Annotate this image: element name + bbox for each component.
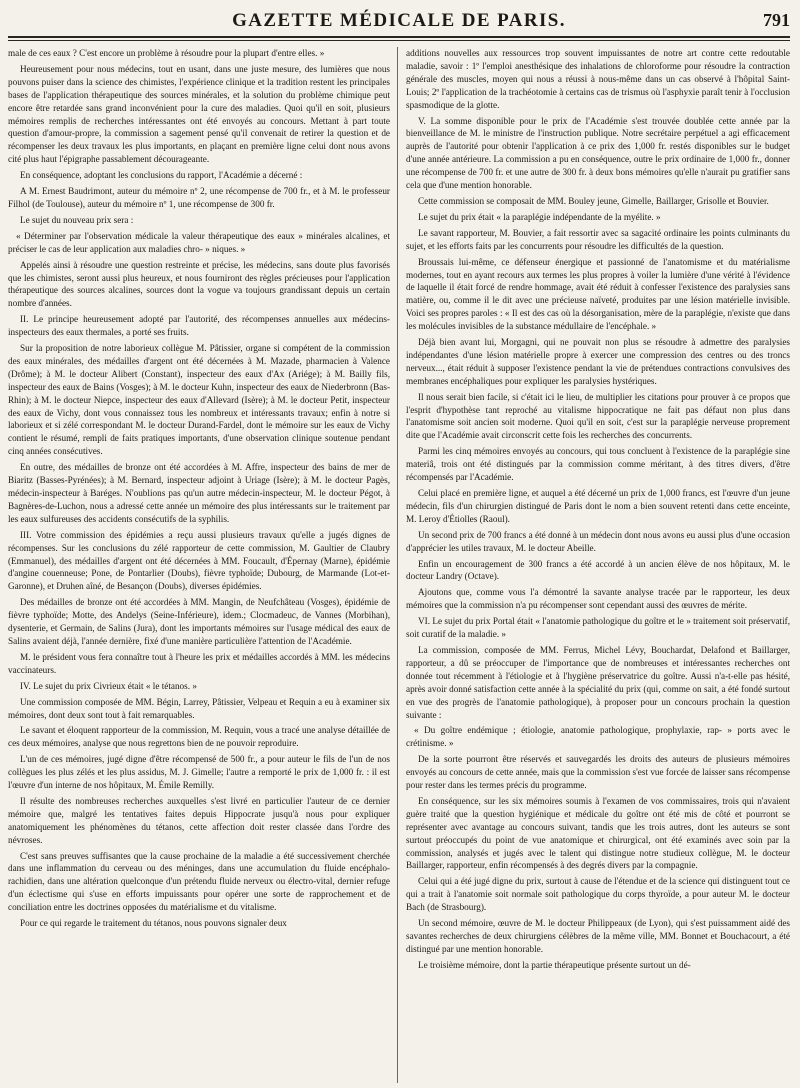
paragraph: Enfin un encouragement de 300 francs a été accordé à un ancien élève de nos hôpitaux, M. le docteur Landry (Octave).: [406, 558, 790, 582]
paragraph: L'un de ces mémoires, jugé digne d'être récompensé de 500 fr., a pour auteur le fils de l'un de nos collègues les plus zélés et les plus assidus, M. J. Gimelle; l'autre a remporté le prix de 1,000 fr. : il est l'œuvre d'un interne de nos hôpitaux, M. Émile Remilly.: [8, 754, 390, 791]
paragraph: Pour ce qui regarde le traitement du tétanos, nous pouvons signaler deux: [20, 918, 287, 929]
paragraph: Déjà bien avant lui, Morgagni, qui ne pouvait non plus se résoudre à admettre des paralysies indépendantes d'une lésion matérielle propre à exercer une compression des centres ou des troncs nerveux..., était réduit à supposer l'existence pendant la vie de prétendues contractions convulsives des membranes encéphaliques pour expliquer les paralysies hystériques.: [406, 337, 790, 386]
paragraph: male de ces eaux ? C'est encore un problème à résoudre pour la plupart d'entre elles. »: [8, 48, 325, 58]
paragraph: A M. Ernest Baudrimont, auteur du mémoire nº 2, une récompense de 700 fr., et à M. le professeur Filhol (de Toulouse), auteur du mémoire nº 1, une récompense de 300 fr.: [8, 186, 390, 209]
paragraph: VI. Le sujet du prix Portal était « l'anatomie pathologique du goître et le » traitement soit préservatif, soit curatif de la maladie. »: [406, 616, 790, 640]
paragraph: Le troisième mémoire, dont la partie thérapeutique présente surtout un dé-: [418, 959, 691, 970]
paragraph: Le sujet du prix était « la paraplégie indépendante de la myélite. »: [418, 211, 661, 222]
paragraph: Une commission composée de MM. Bégin, Larrey, Pâtissier, Velpeau et Requin a eu à examiner six mémoires, dont deux sont tout à fait remarquables.: [8, 696, 390, 720]
paragraph: Heureusement pour nous médecins, tout en usant, dans une juste mesure, des lumières que nous pouvons puiser dans la science des chimistes, l'expérience clinique et la tradition restent les principales bases de l'application thérapeutique des sources minérales, et la solution du problème chimique peut encore être retardée sans grand inconvénient pour la cure des maladies. Quoi qu'il en soit, plusieurs mémoires remplis de recherches intéressantes ont été envoyés au concours. Mettant à part toute question d'amour-propre, la commission a sagement pensé qu'il convenait de retirer la question et de récompenser les deux travaux les plus importants, en plaçant en première ligne celui dont nous avons cité plus haut l'épigraphe passablement décourageante.: [8, 63, 390, 165]
header-rule-thin: [8, 40, 790, 41]
paragraph: Le savant et éloquent rapporteur de la commission, M. Requin, vous a tracé une analyse détaillée de ces deux mémoires, analyse que nous regrettons bien de ne pouvoir reproduire.: [8, 725, 390, 749]
paragraph: Celui placé en première ligne, et auquel a été décerné un prix de 1,000 francs, est l'œuvre d'un jeune médecin, fils d'un chirurgien distingué de Paris dont le nom a bien souvent retenti dans cette enceinte, M. Leroy d'Étiolles (Raoul).: [406, 488, 790, 524]
paragraph: Des médailles de bronze ont été accordées à MM. Mangin, de Neufchâteau (Vosges), épidémie de fièvre typhoïde; Motte, des Andelys (Seine-Inférieure), idem.; Clocmadeuc, de Vannes (Morbihan), dysenterie, et Germain, de Salins (Jura), dont les importants mémoires sur l'usage médical des eaux de Salins avaient déjà, l'année dernière, fixé d'une manière particulière l'attention de l'Académie.: [8, 597, 390, 646]
paragraph: C'est sans preuves suffisantes que la cause prochaine de la maladie a été successivement cherchée dans une inflammation du cerveau ou des méninges, dans une accumulation du fluide encéphalo-rachidien, dans une altération quelconque d'un prétendu fluide nerveux ou électro-vital, dernier refuge d'un éclectisme qui s'use en efforts impuissants pour opérer une sorte de rapprochement et de conciliation entre les doctrines opposées du matérialisme et du vitalisme.: [8, 850, 390, 913]
paragraph: Un second prix de 700 francs a été donné à un médecin dont nous avons eu aussi plus d'une occasion d'apprécier les utiles travaux, M. le docteur Abeille.: [406, 529, 790, 553]
paragraph: additions nouvelles aux ressources trop souvent impuissantes de notre art contre cette redoutable maladie, savoir : 1º l'emploi anesthésique des inhalations de chloroforme pour résoudre la contraction générale des muscles, moyen qui nous a réussi à nous-même dans un cas observé à l'hôpital Saint-Louis; 2º l'application de la trachéotomie à certains cas de trismus où l'asphyxie paraît tenir à l'occlusion spasmodique de la glotte.: [406, 48, 790, 110]
paragraph: De la sorte pourront être réservés et sauvegardés les droits des auteurs de plusieurs mémoires envoyés au concours de cette année, mais que la commission s'est vue forcée de laisser sans récompense pour rester dans les termes précis du programme.: [406, 754, 790, 791]
paragraph: La commission, composée de MM. Ferrus, Michel Lévy, Bouchardat, Delafond et Baillarger, rapporteur, a dû se préoccuper de l'importance que de nombreuses et intéressantes recherches ont donnée tout récemment à l'étiologie et à l'hygiène préservatrice du goître. Aussi n'a-t-elle pas hésité, après avoir donné satisfaction cette année à la spécialité du prix (qui, comme on sait, a été fondé surtout en vue des progrès de l'anatomie pathologique), à proposer pour un concours prochain la question suivante :: [406, 644, 790, 720]
column-divider: [397, 47, 398, 1083]
right-column: [406, 47, 790, 1083]
paragraph: M. le président vous fera connaître tout à l'heure les prix et médailles accordés à MM. les médecins vaccinateurs.: [8, 651, 390, 675]
paragraph: Il nous serait bien facile, si c'était ici le lieu, de multiplier les citations pour prouver à ce propos que l'esprit d'hypothèse tant reproché au vitalisme hippocratique ne fait pas défaut non plus dans l'anatomisme soit ancien soit moderne. Quoi qu'il en soit, c'est sur la paraplégie nerveuse proprement dite que l'Académie avait circonscrit cette fois les recherches des concurrents.: [406, 391, 790, 441]
paragraph: Ajoutons que, comme vous l'a démontré la savante analyse tracée par le rapporteur, les deux mémoires que la commission n'a pu récompenser sont cependant aussi des œuvres de mérite.: [406, 587, 790, 611]
left-column: [8, 47, 390, 1083]
paragraph: Celui qui a été jugé digne du prix, surtout à cause de l'étendue et de la science qui distinguent tout ce qui a trait à l'anatomie soit normale soit pathologique du corps thyroïde, a pour auteur M. le docteur Bach (de Strasbourg).: [406, 876, 790, 913]
paragraph: Un second mémoire, œuvre de M. le docteur Philippeaux (de Lyon), qui s'est puissamment aidé des savantes recherches de deux chirurgiens célèbres de la même ville, MM. Bonnet et Bouchacourt, a été distingué par une mention honorable.: [406, 918, 790, 954]
paragraph: V. La somme disponible pour le prix de l'Académie s'est trouvée doublée cette année par la bienveillance de M. le ministre de l'instruction publique. Notre secrétaire perpétuel a agi efficacement auprès de l'autorité pour obtenir l'application à ce prix des 1,000 fr. restés disponibles sur le budget d'une année antérieure. La commission a pu en conséquence, outre le prix ordinaire de 1,000 fr., donner une récompense de 700 fr. et une autre de 300 fr. à deux bons mémoires qu'elle n'aurait pu gratifier sans cela que d'une mention honorable.: [406, 115, 790, 191]
paragraph: Parmi les cinq mémoires envoyés au concours, qui tous concluent à l'existence de la paraplégie sine materiâ, trois ont été distingués par la commission comme méritant, à des titres divers, d'être récompensés par l'Académie.: [406, 446, 790, 483]
paragraph: Appelés ainsi à résoudre une question restreinte et précise, les médecins, sans doute plus favorisés que les chimistes, seront aussi plus heureux, et nous fourniront des règles précieuses pour l'application thérapeutique des sources alcalines, sources dont la vogue va toujours grandissant depuis un certain nombre d'années.: [8, 259, 390, 309]
paragraph: II. Le principe heureusement adopté par l'autorité, des récompenses annuelles aux médecins-inspecteurs des eaux thermales, a porté ses fruits.: [8, 314, 390, 338]
paragraph: III. Votre commission des épidémies a reçu aussi plusieurs travaux qu'elle a jugés dignes de récompenses. Sur les conclusions du zélé rapporteur de cette commission, M. Gaultier de Claubry (Emmanuel), des médailles d'argent ont été décernées à MM. Foucault, d'Épernay (Marne), épidémie d'angine couenneuse; Pone, de Pontarlier (Doubs), fièvre typhoïde; Dubourg, de Marmande (Lot-et-Garonne), et Druhen aîné, de Besançon (Doubs), diverses épidémies.: [8, 529, 390, 592]
paragraph: « Déterminer par l'observation médicale la valeur thérapeutique des eaux » minérales alcalines, et préciser le cas de leur application aux maladies chro- » niques. »: [8, 230, 390, 254]
paragraph: En conséquence, sur les six mémoires soumis à l'examen de vos commissaires, trois qui n'avaient guère traité que la question hygiénique et médicale du goître ont été mis de côté et pourront se représenter avec avantage au concours suivant, tandis que les trois autres, dont les auteurs se sont surtout préoccupés du point de vue anatomique et chirurgical, ont été examinés avec soin par la commission, analysés et jugés avec le talent qui distingue notre studieux collègue, M. le docteur Baillarger, rapporteur, enfin récompensés à des degrés divers par la compagnie.: [406, 795, 790, 871]
journal-title: GAZETTE MÉDICALE DE PARIS.: [232, 10, 566, 31]
paragraph: Sur la proposition de notre laborieux collègue M. Pâtissier, organe si compétent de la commission des eaux minérales, des médailles d'argent ont été décernées à M. Mazade, pharmacien à Valence (Drôme); à M. le docteur Alibert (Constant), inspecteur des eaux d'Ax (Ariége); à M. Bailly fils, inspecteur des eaux de Bains (Vosges); à M. le docteur Kuhn, inspecteur des eaux de Niederbronn (Bas-Rhin); à M. le docteur Niepce, inspecteur des eaux d'Allevard (Isère); à M. le docteur Petit, inspecteur des eaux de Vichy, dont vous connaissez tous les nombreux et intéressants travaux; enfin à notre si laborieux et si zélé correspondant M. le docteur Durand-Fardel, dont le mémoire sur les eaux de Vichy contient le résumé, rempli de faits pratiques importants, d'une observation clinique soutenue pendant cinq années consécutives.: [8, 343, 390, 457]
paragraph: Cette commission se composait de MM. Bouley jeune, Gimelle, Baillarger, Grisolle et Bouvier.: [418, 195, 769, 206]
header-rule: [8, 36, 790, 38]
page-number: 791: [763, 10, 790, 30]
paragraph: En outre, des médailles de bronze ont été accordées à M. Affre, inspecteur des bains de mer de Biaritz (Basses-Pyrénées); à M. Bernard, inspecteur adjoint à Uriage (Isère); à M. le docteur Pagès, médecin-inspecteur à Baréges. N'oublions pas qu'un autre médecin-inspecteur, M. le docteur Pégot, à Bagnères-de-Luchon, nous a adressé cette année un mémoire des plus intéressants sur le traitement par les eaux sulfureuses des accidents consécutifs de la syphilis.: [8, 462, 390, 524]
paragraph: IV. Le sujet du prix Civrieux était « le tétanos. »: [20, 680, 197, 691]
paragraph: Il résulte des nombreuses recherches auxquelles s'est livré en particulier l'auteur de ce dernier mémoire que, malgré les tentatives faites depuis Hippocrate jusqu'à nous pour expliquer anatomiquement les phénomènes du tétanos, cette affection doit rester classée dans l'ordre des névroses.: [8, 795, 390, 845]
paragraph: Le savant rapporteur, M. Bouvier, a fait ressortir avec sa sagacité ordinaire les points culminants du sujet, et les efforts faits par les concurrents pour résoudre les difficultés de la question.: [406, 227, 790, 251]
paragraph: Le sujet du nouveau prix sera :: [20, 214, 134, 225]
paragraph: Broussais lui-même, ce défenseur énergique et passionné de l'anatomisme et du matérialisme modernes, tout en ayant recours aux termes les plus propres à voiler la lumière d'une vérité à l'évidence de laquelle il était forcé de rendre hommage, avait été réduit à confesser l'existence des paralysies sans matière, ou, comme il le dit avec une précieuse naïveté, produites par une lésion matérielle invisible. Voici ses propres paroles : « Il est des cas où la désorganisation, mère de la paraplégie, n'existe que dans les molécules invisibles de la substance médullaire de l'encéphale. »: [406, 256, 790, 332]
paragraph: « Du goître endémique ; étiologie, anatomie pathologique, prophylaxie, rap- » ports avec le crétinisme. »: [406, 725, 790, 749]
paragraph: En conséquence, adoptant les conclusions du rapport, l'Académie a décerné :: [20, 170, 303, 181]
